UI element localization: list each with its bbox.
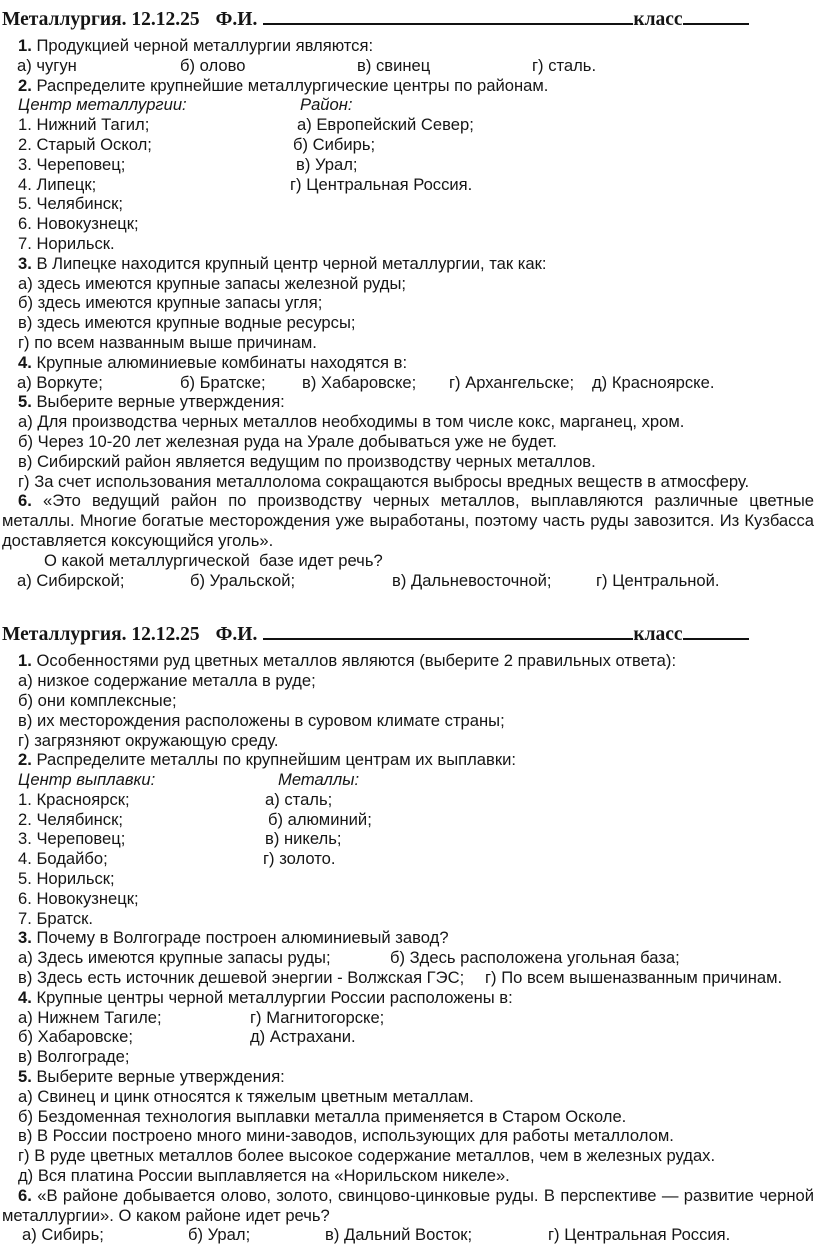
matching-right-item: г) По всем вышеназванным причинам.: [485, 968, 783, 988]
matching-right-item: в) Урал;: [296, 154, 358, 174]
answer-option: г) сталь.: [532, 55, 597, 75]
question-number: 3.: [18, 253, 32, 273]
answer-option: д) Красноярске.: [592, 372, 715, 392]
question-line: 1. Продукцией черной металлургии являются:: [18, 36, 374, 55]
paragraph-line: доставляется коксующийся уголь».: [2, 530, 274, 550]
question-number: 5.: [18, 392, 32, 412]
matching-left-item: б) Хабаровске;: [18, 1027, 133, 1047]
answer-option: б) Братске;: [180, 372, 266, 392]
matching-right-item: б) Здесь расположена угольная база;: [390, 948, 680, 968]
section-body: [2, 651, 814, 1245]
answer-option: в) Хабаровске;: [302, 372, 417, 392]
matching-right-item: а) Европейский Север;: [297, 115, 474, 135]
question-line: 4. Крупные центры черной металлургии России расположены в:: [18, 987, 513, 1007]
matching-left-item: 2. Челябинск;: [18, 809, 123, 829]
column-heading-right: Район:: [300, 95, 353, 115]
answer-option: О какой металлургической базе идет речь?: [44, 550, 383, 570]
question-number: 6.: [18, 1185, 32, 1205]
paragraph-line: металлургии». О каком районе идет речь?: [2, 1205, 330, 1225]
paragraph-line: металлы. Многие богатые месторождения уже выработаны, поэтому часть руды завозится. Из Кузбасса: [2, 511, 814, 531]
question-line: 3. В Липецке находится крупный центр черной металлургии, так как:: [18, 253, 547, 273]
matching-right-item: д) Астрахани.: [250, 1027, 356, 1047]
section-header: [2, 623, 814, 647]
question-line: 2. Распределите металлы по крупнейшим центрам их выплавки:: [18, 750, 516, 770]
question-paragraph: [2, 1186, 814, 1226]
name-label: Ф.И.: [215, 624, 258, 646]
column-headings-row: [2, 95, 814, 115]
question-number: 2.: [18, 750, 32, 770]
section-header: [2, 8, 814, 32]
matching-right-item: б) Сибирь;: [293, 134, 376, 154]
answer-option: а) низкое содержание металла в руде;: [18, 671, 316, 691]
answer-option: 6. Новокузнецк;: [18, 888, 139, 908]
test-section-2: [2, 623, 814, 1245]
matching-row: [2, 175, 814, 195]
question-number: 6.: [18, 491, 32, 511]
answer-option: а) Сибирь;: [22, 1225, 104, 1245]
name-blank-line: [263, 11, 633, 25]
question-number: 1.: [18, 36, 32, 55]
answer-option: б) Урал;: [188, 1225, 251, 1245]
section-body: [2, 36, 814, 590]
answer-option: г) За счет использования металлолома сокращаются выбросы вредных веществ в атмосферу.: [18, 471, 750, 491]
options-row: [2, 373, 814, 393]
question-line: 4. Крупные алюминиевые комбинаты находятся в:: [18, 352, 408, 372]
class-label: класс: [633, 9, 683, 30]
column-heading-right: Металлы:: [278, 770, 360, 790]
matching-left-item: 3. Череповец;: [18, 829, 126, 849]
matching-row: [2, 115, 814, 135]
matching-right-item: а) сталь;: [265, 789, 333, 809]
answer-option: 7. Норильск.: [18, 233, 115, 253]
matching-row: [2, 1027, 814, 1047]
class-blank-line: [683, 626, 749, 640]
options-row: [2, 1225, 814, 1245]
answer-option: б) они комплексные;: [18, 690, 177, 710]
question-number: 4.: [18, 352, 32, 372]
answer-option: а) чугун: [17, 55, 77, 75]
matching-row: [2, 135, 814, 155]
matching-right-item: г) Центральная Россия.: [290, 174, 473, 194]
answer-option: г) В руде цветных металлов более высокое содержание металлов, чем в железных рудах.: [18, 1146, 716, 1166]
answer-option: г) Архангельске;: [449, 372, 575, 392]
answer-option: а) здесь имеются крупные запасы железной руды;: [18, 273, 406, 293]
matching-right-item: г) Магнитогорске;: [250, 1007, 385, 1027]
matching-right-item: в) никель;: [265, 829, 342, 849]
answer-option: в) В России построено много мини-заводов, использующих для работы металлолом.: [18, 1126, 674, 1146]
paragraph-line: 6. «В районе добывается олово, золото, свинцово-цинковые руды. В перспективе — развитие черной: [18, 1185, 814, 1205]
matching-row: [2, 849, 814, 869]
options-row: [2, 571, 814, 591]
matching-row: [2, 948, 814, 968]
class-label: класс: [633, 624, 683, 646]
question-line: 3. Почему в Волгограде построен алюминиевый завод?: [18, 928, 449, 948]
answer-option: г) по всем названным выше причинам.: [18, 332, 317, 352]
answer-option: г) Центральная Россия.: [548, 1225, 731, 1245]
question-line: 2. Распределите крупнейшие металлургические центры по районам.: [18, 75, 549, 95]
section-title: Металлургия. 12.12.25: [2, 624, 200, 646]
matching-left-item: а) Нижнем Тагиле;: [18, 1007, 162, 1027]
question-paragraph: [2, 491, 814, 550]
column-headings-row: [2, 770, 814, 790]
question-line: 1. Особенностями руд цветных металлов являются (выберите 2 правильных ответа):: [18, 651, 677, 671]
matching-right-item: б) алюминий;: [268, 809, 372, 829]
matching-row: [2, 968, 814, 988]
answer-option: б) олово: [180, 55, 246, 75]
question-number: 1.: [18, 651, 32, 671]
matching-row: [2, 155, 814, 175]
section-title: Металлургия. 12.12.25: [2, 9, 200, 30]
matching-left-item: в) Здесь есть источник дешевой энергии - Волжская ГЭС;: [18, 968, 465, 988]
answer-option: г) Центральной.: [596, 570, 720, 590]
answer-option: 7. Братск.: [18, 908, 94, 928]
matching-left-item: 2. Старый Оскол;: [18, 134, 152, 154]
question-line: 5. Выберите верные утверждения:: [18, 392, 285, 412]
column-heading-left: Центр металлургии:: [18, 95, 187, 115]
matching-row: [2, 829, 814, 849]
answer-option: 6. Новокузнецк;: [18, 214, 139, 234]
answer-option: г) загрязняют окружающую среду.: [18, 730, 279, 750]
answer-option: а) Для производства черных металлов необходимы в том числе кокс, марганец, хром.: [18, 412, 685, 432]
matching-left-item: а) Здесь имеются крупные запасы руды;: [18, 948, 331, 968]
class-blank-line: [683, 11, 749, 25]
answer-option: в) Дальневосточной;: [392, 570, 552, 590]
answer-option: д) Вся платина России выплавляется на «Норильском никеле».: [18, 1166, 510, 1186]
answer-option: а) Свинец и цинк относятся к тяжелым цветным металлам.: [18, 1086, 474, 1106]
answer-option: в) свинец: [357, 55, 431, 75]
matching-left-item: 3. Череповец;: [18, 154, 126, 174]
answer-option: 5. Челябинск;: [18, 194, 123, 214]
matching-left-item: 1. Нижний Тагил;: [18, 115, 150, 135]
answer-option: в) здесь имеются крупные водные ресурсы;: [18, 313, 356, 333]
matching-left-item: 4. Липецк;: [18, 174, 97, 194]
name-blank-line: [263, 626, 633, 640]
answer-option: в) Сибирский район является ведущим по производству черных металлов.: [18, 451, 596, 471]
options-row: [2, 56, 814, 76]
matching-row: [2, 810, 814, 830]
question-number: 4.: [18, 987, 32, 1007]
answer-option: в) Дальний Восток;: [325, 1225, 473, 1245]
matching-left-item: 1. Красноярск;: [18, 789, 130, 809]
answer-option: б) Уральской;: [190, 570, 296, 590]
question-line: 5. Выберите верные утверждения:: [18, 1067, 285, 1087]
name-label: Ф.И.: [215, 9, 258, 30]
answer-option: в) Волгограде;: [18, 1047, 130, 1067]
answer-option: а) Воркуте;: [17, 372, 103, 392]
answer-option: б) Через 10-20 лет железная руда на Урале добываться уже не будет.: [18, 431, 557, 451]
answer-option: а) Сибирской;: [17, 570, 125, 590]
test-section-1: [2, 8, 814, 590]
matching-right-item: г) золото.: [263, 849, 336, 869]
answer-option: б) здесь имеются крупные запасы угля;: [18, 293, 323, 313]
answer-option: 5. Норильск;: [18, 869, 115, 889]
matching-left-item: 4. Бодайбо;: [18, 849, 108, 869]
question-number: 2.: [18, 75, 32, 95]
question-number: 3.: [18, 928, 32, 948]
paragraph-line: 6. «Это ведущий район по производству черных металлов, выплавляются различные цветные: [18, 491, 814, 511]
answer-option: в) их месторождения расположены в суровом климате страны;: [18, 710, 505, 730]
matching-row: [2, 790, 814, 810]
question-number: 5.: [18, 1067, 32, 1087]
column-heading-left: Центр выплавки:: [18, 770, 156, 790]
answer-option: б) Бездоменная технология выплавки металла применяется в Старом Осколе.: [18, 1106, 627, 1126]
matching-row: [2, 1008, 814, 1028]
